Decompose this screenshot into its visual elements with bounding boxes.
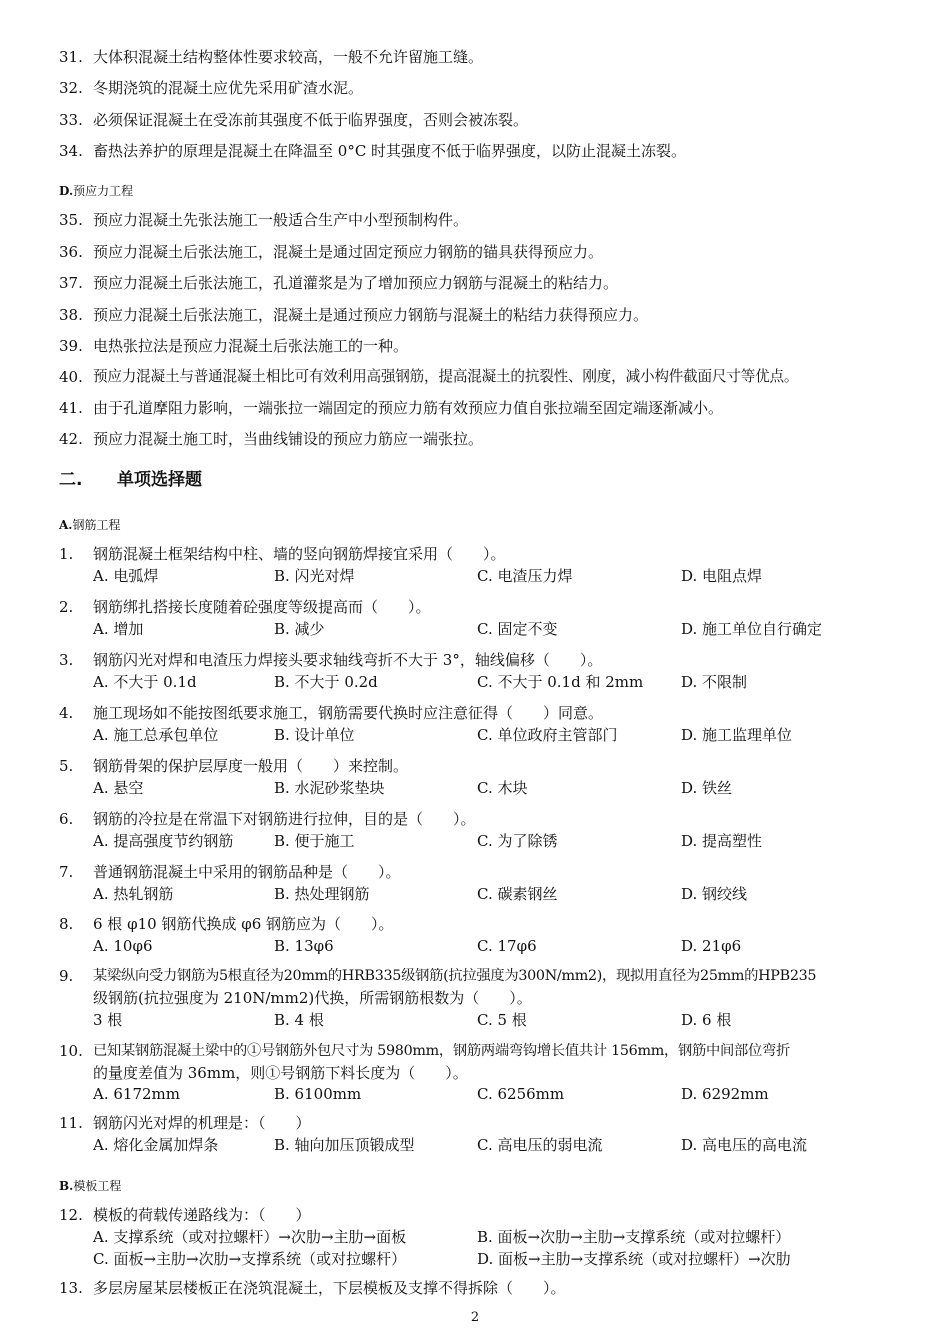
option-d: D. 电阻点焊 — [681, 567, 763, 585]
question-number: 2. — [59, 598, 74, 616]
question-text-continued: 级钢筋(抗拉强度为 210N/mm2)代换，所需钢筋根数为（ ）。 — [93, 989, 532, 1007]
question-number: 8. — [59, 915, 74, 933]
option-c: C. 高电压的弱电流 — [477, 1136, 603, 1154]
question-text: 某梁纵向受力钢筋为5根直径为20mm的HRB335级钢筋(抗拉强度为300N/mm2)，现拟用直径为25mm的HPB235 — [93, 968, 817, 984]
question-number: 5. — [59, 757, 74, 775]
item-text: 预应力混凝土后张法施工，混凝土是通过预应力钢筋与混凝土的粘结力获得预应力。 — [93, 306, 649, 324]
option-d: D. 施工单位自行确定 — [681, 620, 823, 638]
item-number: 34. — [59, 142, 83, 160]
option-b: B. 4 根 — [274, 1011, 324, 1029]
option-a: A. 增加 — [93, 620, 144, 638]
item-number: 39. — [59, 337, 83, 355]
option-a: A. 支撑系统（或对拉螺杆）→次肋→主肋→面板 — [93, 1228, 407, 1246]
question-text: 已知某钢筋混凝土梁中的①号钢筋外包尺寸为 5980mm，钢筋两端弯钩增长值共计 156mm，钢筋中间部位弯折 — [93, 1043, 790, 1059]
option-b: B. 热处理钢筋 — [274, 885, 370, 903]
question-number: 10. — [59, 1042, 83, 1060]
subsection-letter: A. — [59, 518, 73, 532]
option-d: D. 21φ6 — [681, 937, 742, 955]
question-text: 钢筋绑扎搭接长度随着砼强度等级提高而（ ）。 — [93, 598, 431, 616]
question-number: 3. — [59, 651, 74, 669]
option-c: C. 面板→主肋→次肋→支撑系统（或对拉螺杆） — [93, 1250, 407, 1268]
subsection-heading-d — [59, 183, 133, 199]
section-title: 单项选择题 — [117, 470, 202, 490]
option-a: A. 悬空 — [93, 779, 144, 797]
option-a: A. 10φ6 — [93, 937, 153, 955]
option-d: D. 6292mm — [681, 1085, 769, 1103]
question-number: 11. — [59, 1114, 83, 1132]
question-number: 9. — [59, 967, 74, 985]
question-number: 12. — [59, 1206, 83, 1224]
item-text: 预应力混凝土后张法施工，混凝土是通过固定预应力钢筋的锚具获得预应力。 — [93, 243, 604, 261]
subsection-letter: D. — [59, 184, 74, 198]
subsection-title: 钢筋工程 — [72, 518, 121, 532]
question-number: 1. — [59, 545, 74, 563]
option-d: D. 不限制 — [681, 673, 748, 691]
item-number: 32. — [59, 79, 83, 97]
option-b: B. 便于施工 — [274, 832, 355, 850]
item-text: 预应力混凝土后张法施工，孔道灌浆是为了增加预应力钢筋与混凝土的粘结力。 — [93, 274, 619, 292]
option-c: C. 碳素钢丝 — [477, 885, 558, 903]
item-number: 31. — [59, 48, 83, 66]
option-c: C. 电渣压力焊 — [477, 567, 573, 585]
option-c: C. 17φ6 — [477, 937, 537, 955]
item-text: 预应力混凝土施工时，当曲线铺设的预应力筋应一端张拉。 — [93, 430, 484, 448]
option-d: D. 提高塑性 — [681, 832, 763, 850]
subsection-heading-b — [59, 1178, 121, 1194]
subsection-heading-a — [59, 517, 121, 533]
option-a: A. 热轧钢筋 — [93, 885, 174, 903]
item-text: 电热张拉法是预应力混凝土后张法施工的一种。 — [93, 337, 409, 355]
item-number: 40. — [59, 368, 83, 386]
option-c: C. 木块 — [477, 779, 528, 797]
option-c: C. 单位政府主管部门 — [477, 726, 618, 744]
option-c: C. 6256mm — [477, 1085, 565, 1103]
question-text-continued: 的量度差值为 36mm，则①号钢筋下料长度为（ ）。 — [93, 1064, 468, 1082]
item-number: 38. — [59, 306, 83, 324]
option-c: C. 固定不变 — [477, 620, 558, 638]
option-d: D. 6 根 — [681, 1011, 732, 1029]
option-c: C. 5 根 — [477, 1011, 527, 1029]
question-text: 多层房屋某层楼板正在浇筑混凝土，下层模板及支撑不得拆除（ ）。 — [93, 1279, 566, 1297]
item-text: 大体积混凝土结构整体性要求较高，一般不允许留施工缝。 — [93, 48, 484, 66]
question-text: 钢筋闪光对焊的机理是：（ ） — [93, 1114, 311, 1132]
option-a: A. 6172mm — [93, 1085, 180, 1103]
option-a: A. 电弧焊 — [93, 567, 159, 585]
section-number: 二. — [59, 470, 83, 490]
item-text: 畜热法养护的原理是混凝土在降温至 0°C 时其强度不低于临界强度，以防止混凝土冻裂。 — [93, 142, 687, 160]
option-a: A. 不大于 0.1d — [93, 673, 197, 691]
question-number: 13. — [59, 1279, 83, 1297]
option-d: D. 铁丝 — [681, 779, 733, 797]
item-number: 42. — [59, 430, 83, 448]
item-text: 冬期浇筑的混凝土应优先采用矿渣水泥。 — [93, 79, 364, 97]
option-b: B. 面板→次肋→主肋→支撑系统（或对拉螺杆） — [477, 1228, 791, 1246]
option-b: B. 6100mm — [274, 1085, 362, 1103]
question-number: 4. — [59, 704, 74, 722]
item-number: 37. — [59, 274, 83, 292]
option-c: C. 为了除锈 — [477, 832, 558, 850]
item-text: 必须保证混凝土在受冻前其强度不低于临界强度，否则会被冻裂。 — [93, 111, 529, 129]
option-d: D. 施工监理单位 — [681, 726, 793, 744]
option-b: B. 设计单位 — [274, 726, 355, 744]
item-text: 预应力混凝土先张法施工一般适合生产中小型预制构件。 — [93, 211, 469, 229]
option-d: D. 钢绞线 — [681, 885, 748, 903]
question-text: 钢筋骨架的保护层厚度一般用（ ）来控制。 — [93, 757, 409, 775]
question-number: 7. — [59, 863, 74, 881]
question-text: 钢筋的冷拉是在常温下对钢筋进行拉伸，目的是（ ）。 — [93, 810, 476, 828]
item-number: 35. — [59, 211, 83, 229]
item-text: 由于孔道摩阻力影响，一端张拉一端固定的预应力筋有效预应力值自张拉端至固定端逐渐减小。 — [93, 399, 724, 417]
option-b: B. 轴向加压顶锻成型 — [274, 1136, 415, 1154]
option-a: 3 根 — [93, 1011, 123, 1029]
option-b: B. 闪光对焊 — [274, 567, 355, 585]
option-d: D. 面板→主肋→支撑系统（或对拉螺杆）→次肋 — [477, 1250, 791, 1268]
option-a: A. 施工总承包单位 — [93, 726, 219, 744]
subsection-title: 模板工程 — [73, 1179, 122, 1193]
option-a: A. 熔化金属加焊条 — [93, 1136, 219, 1154]
question-text: 钢筋闪光对焊和电渣压力焊接头要求轴线弯折不大于 3°，轴线偏移（ ）。 — [93, 651, 603, 669]
item-number: 36. — [59, 243, 83, 261]
option-b: B. 不大于 0.2d — [274, 673, 378, 691]
option-b: B. 减少 — [274, 620, 325, 638]
option-b: B. 13φ6 — [274, 937, 334, 955]
option-a: A. 提高强度节约钢筋 — [93, 832, 234, 850]
question-text: 钢筋混凝土框架结构中柱、墙的竖向钢筋焊接宜采用（ ）。 — [93, 545, 506, 563]
subsection-letter: B. — [59, 1179, 74, 1193]
item-number: 33. — [59, 111, 83, 129]
question-text: 模板的荷载传递路线为：（ ） — [93, 1206, 311, 1224]
question-text: 普通钢筋混凝土中采用的钢筋品种是（ ）。 — [93, 863, 401, 881]
question-text: 施工现场如不能按图纸要求施工，钢筋需要代换时应注意征得（ ）同意。 — [93, 704, 604, 722]
question-number: 6. — [59, 810, 74, 828]
item-text: 预应力混凝土与普通混凝土相比可有效利用高强钢筋，提高混凝土的抗裂性、刚度，减小构件截面尺寸等优点。 — [93, 368, 799, 385]
option-b: B. 水泥砂浆垫块 — [274, 779, 385, 797]
page-number: 2 — [470, 1310, 480, 1325]
question-text: 6 根 φ10 钢筋代换成 φ6 钢筋应为（ ）。 — [93, 915, 394, 933]
item-number: 41. — [59, 399, 83, 417]
option-d: D. 高电压的高电流 — [681, 1136, 808, 1154]
option-c: C. 不大于 0.1d 和 2mm — [477, 673, 644, 691]
subsection-title: 预应力工程 — [73, 184, 134, 198]
